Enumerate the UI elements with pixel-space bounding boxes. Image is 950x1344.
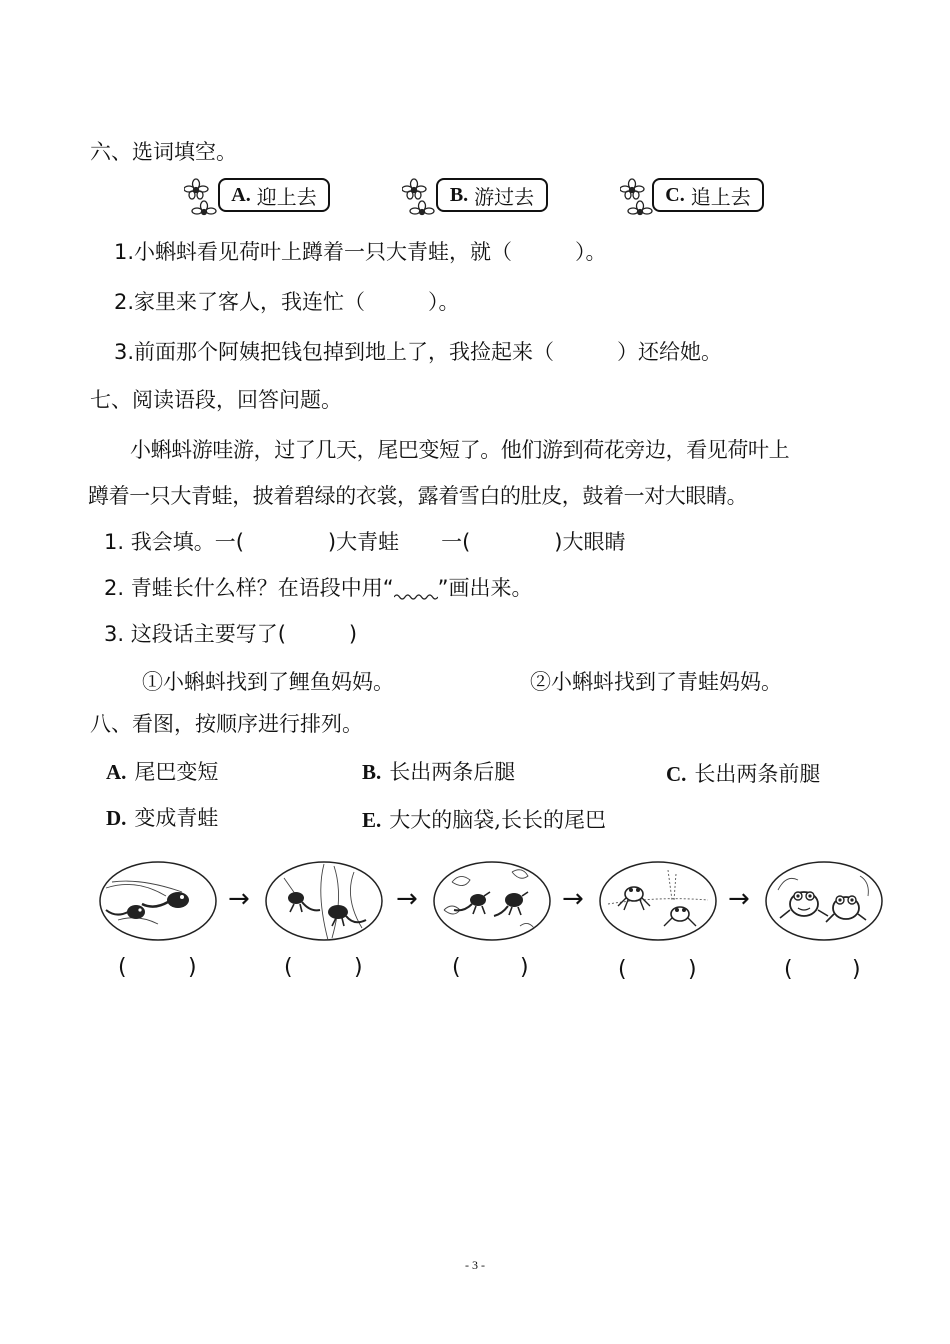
section6-question-2: 2.家里来了客人，我连忙（ ）。: [114, 290, 460, 314]
sequence-arrow: →: [228, 884, 250, 914]
option-a-box: [218, 178, 330, 212]
answer-paren-close: ): [188, 955, 197, 980]
passage-line-1: 小蝌蚪游哇游，过了几天，尾巴变短了。他们游到荷花旁边，看见荷叶上: [130, 438, 790, 462]
option-letter: C.: [665, 183, 685, 206]
option-c-box: [652, 178, 764, 212]
section7-question-3: 3. 这段话主要写了( ): [104, 622, 358, 646]
option-text: 游过去: [474, 184, 535, 209]
option-letter: A.: [231, 183, 251, 206]
stage-option-c: [666, 758, 820, 788]
answer-paren-open: (: [118, 955, 127, 980]
flower-icon: [402, 176, 436, 220]
option-text: 长出两条前腿: [694, 762, 821, 786]
answer-paren-close: ): [354, 955, 363, 980]
option-letter: C.: [666, 762, 687, 786]
answer-paren-close: ): [688, 957, 697, 982]
option-letter: A.: [106, 760, 127, 784]
option-letter: B.: [449, 183, 469, 206]
option-text: 追上去: [690, 184, 751, 209]
stage-option-e: [362, 804, 606, 834]
flower-icon: [184, 176, 218, 220]
answer-paren-open: (: [784, 957, 793, 982]
section7-question-1: 1. 我会填。一( )大青蛙 一( )大眼睛: [104, 530, 626, 554]
sequence-arrow: →: [728, 884, 750, 914]
section8-title: 八、看图，按顺序进行排列。: [90, 712, 363, 736]
stage-option-d: [106, 802, 218, 832]
option-text: 变成青蛙: [134, 806, 219, 830]
choice-1: ①小蝌蚪找到了鲤鱼妈妈。: [142, 670, 394, 694]
answer-paren-open: (: [452, 955, 461, 980]
froglet-short-tail-illustration: [598, 860, 718, 942]
section6-question-1: 1.小蝌蚪看见荷叶上蹲着一只大青蛙，就（ ）。: [114, 240, 607, 264]
section6-title: 六、选词填空。: [90, 140, 237, 164]
answer-paren-open: (: [284, 955, 293, 980]
frog-illustration: [764, 860, 884, 942]
section7-question-2: [104, 572, 532, 602]
option-letter: D.: [106, 806, 127, 830]
tadpole-front-legs-illustration: [432, 860, 552, 942]
option-text: 迎上去: [256, 184, 317, 209]
answer-paren-close: ): [852, 957, 861, 982]
option-letter: E.: [362, 808, 382, 832]
answer-paren-open: (: [618, 957, 627, 982]
sequence-arrow: →: [396, 884, 418, 914]
section6-question-3: 3.前面那个阿姨把钱包掉到地上了，我捡起来（ ）还给她。: [114, 340, 723, 364]
tadpole-long-tail-illustration: [98, 860, 218, 942]
passage-line-2: 蹲着一只大青蛙，披着碧绿的衣裳，露着雪白的肚皮，鼓着一对大眼睛。: [88, 484, 748, 508]
sequence-arrow: →: [562, 884, 584, 914]
tadpole-hind-legs-illustration: [264, 860, 384, 942]
stage-option-b: [362, 756, 515, 786]
q2-text-before: 2. 青蛙长什么样？在语段中用“: [104, 576, 394, 600]
answer-paren-close: ): [520, 955, 529, 980]
wavy-underline-icon: [394, 587, 438, 601]
q2-text-after: ”画出来。: [437, 576, 533, 600]
option-letter: B.: [362, 760, 382, 784]
option-b-box: [436, 178, 548, 212]
flower-icon: [620, 176, 654, 220]
page-number: - 3 -: [465, 1258, 485, 1272]
choice-2: ②小蝌蚪找到了青蛙妈妈。: [530, 670, 782, 694]
section7-title: 七、阅读语段，回答问题。: [90, 388, 342, 412]
stage-option-a: [106, 756, 218, 786]
option-text: 长出两条后腿: [389, 760, 516, 784]
option-text: 大大的脑袋,长长的尾巴: [389, 808, 606, 832]
option-text: 尾巴变短: [134, 760, 219, 784]
